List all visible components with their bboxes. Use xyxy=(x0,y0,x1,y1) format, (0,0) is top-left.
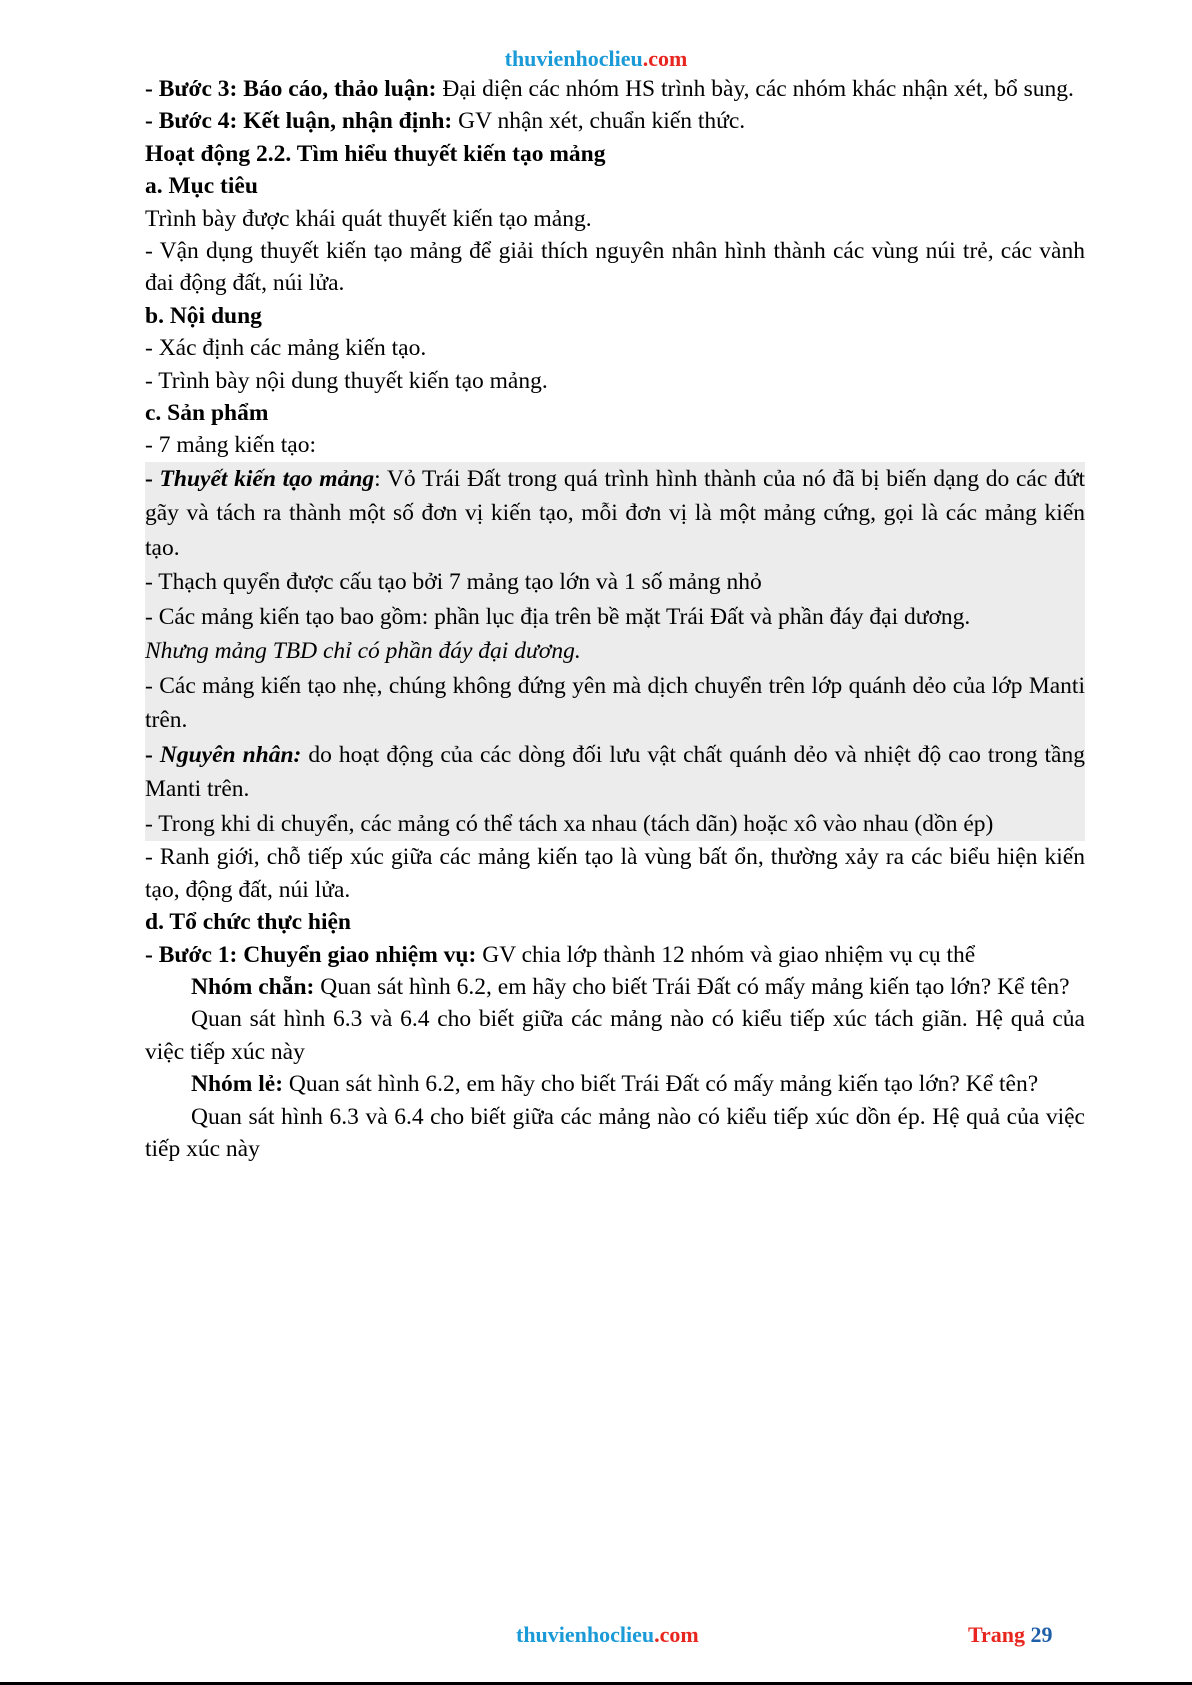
plates-composition-line: - Các mảng kiến tạo bao gồm: phần lục địa trên bề mặt Trái Đất và phần đáy đại dương. xyxy=(145,603,971,630)
document-body xyxy=(145,73,1085,1165)
product-line-1: - 7 mảng kiến tạo: xyxy=(145,432,316,459)
activity-title: Hoạt động 2.2. Tìm hiểu thuyết kiến tạo mảng xyxy=(145,140,606,167)
pacific-plate-note: Nhưng mảng TBD chỉ có phần đáy đại dương. xyxy=(145,638,581,665)
boundary-line: - Ranh giới, chỗ tiếp xúc giữa các mảng kiến tạo là vùng bất ổn, thường xảy ra các biểu hiện kiến tạo, động đất, núi lửa. xyxy=(145,844,1085,903)
plates-motion-types-line: - Trong khi di chuyển, các mảng có thể tách xa nhau (tách dãn) hoặc xô vào nhau (dồn ép) xyxy=(145,810,994,837)
theory-paragraph: - Thuyết kiến tạo mảng: Vỏ Trái Đất trong quá trình hình thành của nó đã bị biến dạng do các đứt gãy và tách ra thành một số đơn vị kiến tạo, mỗi đơn vị là một mảng cứng, gọi là các mảng kiến tạo. xyxy=(145,465,1086,561)
site-name-part1: thuvienhoclieu xyxy=(504,46,643,71)
page-number xyxy=(968,1622,1053,1648)
header-site-name xyxy=(0,46,1192,72)
heading-organization: d. Tổ chức thực hiện xyxy=(145,909,352,936)
cause-label: Nguyên nhân: xyxy=(159,741,302,768)
page-label: Trang xyxy=(968,1622,1026,1647)
odd-group-q2: Quan sát hình 6.3 và 6.4 cho biết giữa các mảng nào có kiểu tiếp xúc dồn ép. Hệ quả của việc tiếp xúc này xyxy=(145,1103,1085,1163)
step4-label: - Bước 4: Kết luận, nhận định: xyxy=(145,108,453,135)
even-group-q2: Quan sát hình 6.3 và 6.4 cho biết giữa các mảng nào có kiểu tiếp xúc tách giãn. Hệ quả của việc tiếp xúc này xyxy=(145,1006,1085,1065)
objective-line-1: Trình bày được khái quát thuyết kiến tạo mảng. xyxy=(145,205,592,232)
odd-group-q1: Nhóm lẻ: Quan sát hình 6.2, em hãy cho biết Trái Đất có mấy mảng kiến tạo lớn? Kể tên? xyxy=(191,1071,1039,1098)
lithosphere-line: - Thạch quyển được cấu tạo bởi 7 mảng tạo lớn và 1 số mảng nhỏ xyxy=(145,569,762,596)
step4-text: GV nhận xét, chuẩn kiến thức. xyxy=(452,108,746,135)
page-number-value: 29 xyxy=(1030,1622,1053,1647)
cause-text: do hoạt động của các dòng đối lưu vật chất quánh dẻo và nhiệt độ cao trong tầng Manti trên. xyxy=(145,741,1085,803)
footer-site-name: thuvienhoclieu.com xyxy=(516,1622,699,1647)
heading-product: c. Sản phẩm xyxy=(145,400,269,427)
cause-paragraph: - Nguyên nhân: do hoạt động của các dòng đối lưu vật chất quánh dẻo và nhiệt độ cao trong tầng Manti trên. xyxy=(145,741,1085,803)
step3-paragraph xyxy=(145,73,1085,105)
content-line-1: - Xác định các mảng kiến tạo. xyxy=(145,335,427,362)
plates-movement-line: - Các mảng kiến tạo nhẹ, chúng không đứng yên mà dịch chuyển trên lớp quánh dẻo của lớp Manti trên. xyxy=(145,672,1085,734)
step4-paragraph xyxy=(145,105,1085,137)
org-step1-label: - Bước 1: Chuyển giao nhiệm vụ: xyxy=(145,941,477,968)
heading-objectives: a. Mục tiêu xyxy=(145,173,258,200)
odd-group-label: Nhóm lẻ: xyxy=(191,1071,284,1098)
theory-text: : Vỏ Trái Đất trong quá trình hình thành của nó đã bị biến dạng do các đứt gãy và tách ra thành một số đơn vị kiến tạo, mỗi đơn vị là một mảng cứng, gọi là các mảng kiến tạo. xyxy=(145,465,1086,561)
org-step1-paragraph xyxy=(145,939,1085,971)
content-line-2: - Trình bày nội dung thuyết kiến tạo mảng. xyxy=(145,367,548,394)
step3-label: - Bước 3: Báo cáo, thảo luận: xyxy=(145,76,437,102)
theory-label: Thuyết kiến tạo mảng xyxy=(159,465,375,492)
even-group-q1: Nhóm chẵn: Quan sát hình 6.2, em hãy cho biết Trái Đất có mấy mảng kiến tạo lớn? Kể tên? xyxy=(191,974,1070,1000)
step3-text: Đại diện các nhóm HS trình bày, các nhóm khác nhận xét, bổ sung. xyxy=(436,76,1074,102)
objective-line-2: - Vận dụng thuyết kiến tạo mảng để giải thích nguyên nhân hình thành các vùng núi trẻ, các vành đai động đất, núi lửa. xyxy=(145,238,1085,297)
site-name-part2: .com xyxy=(642,46,688,71)
org-step1-text: GV chia lớp thành 12 nhóm và giao nhiệm vụ cụ thể xyxy=(476,941,976,968)
heading-content: b. Nội dung xyxy=(145,302,262,329)
even-group-label: Nhóm chẵn: xyxy=(191,974,315,1000)
product-shaded-block xyxy=(145,462,1085,842)
